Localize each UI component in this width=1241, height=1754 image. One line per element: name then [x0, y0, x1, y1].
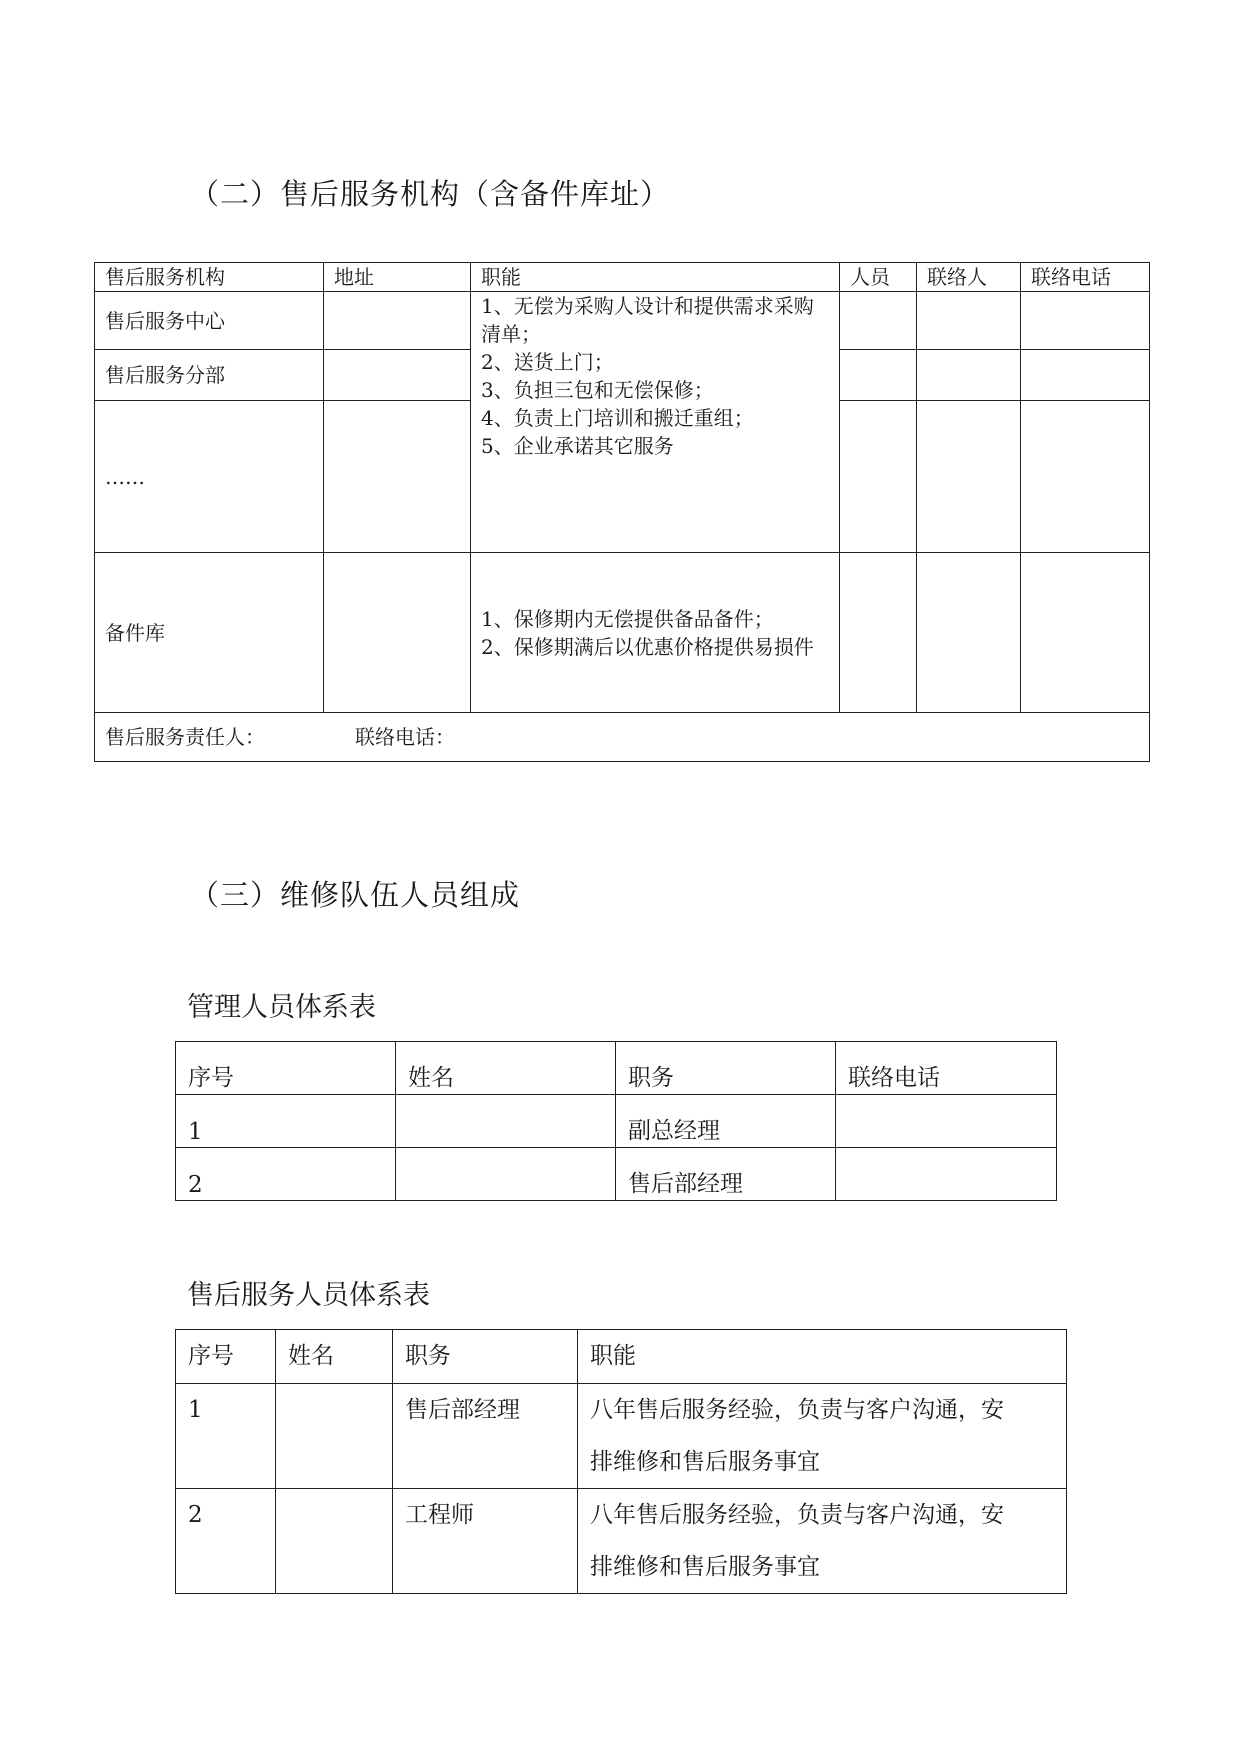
duty-cell: [578, 1489, 1067, 1594]
contact-cell: [917, 401, 1021, 553]
header-phone: 联络电话: [1021, 263, 1150, 292]
staff-cell: [840, 350, 917, 401]
position-cell: 售后部经理: [393, 1384, 578, 1489]
address-cell: [324, 401, 471, 553]
table-row: [176, 1095, 1057, 1148]
table-header-row: [176, 1042, 1057, 1095]
address-cell: [324, 553, 471, 713]
duty-line: 2、送货上门；: [481, 350, 614, 374]
phone-cell: [836, 1095, 1057, 1148]
table-row: [176, 1384, 1067, 1489]
staff-cell: [840, 401, 917, 553]
spare-parts-duties-cell: [471, 553, 840, 713]
duty-line: 4、负责上门培训和搬迁重组；: [481, 406, 754, 430]
duty-line: 5、企业承诺其它服务: [481, 434, 674, 458]
service-staff-table: [175, 1329, 1067, 1594]
header-staff: 人员: [840, 263, 917, 292]
duty-text: 排维修和售后服务事宜: [590, 1449, 820, 1475]
after-sales-org-table: [94, 262, 1150, 762]
org-name-cell: ……: [95, 401, 324, 553]
org-name-cell: 售后服务分部: [95, 350, 324, 401]
header-name: 姓名: [396, 1042, 616, 1095]
phone-cell: [1021, 553, 1150, 713]
no-cell: 1: [176, 1384, 276, 1489]
no-cell: 2: [176, 1489, 276, 1594]
org-name-cell: 售后服务中心: [95, 292, 324, 350]
position-cell: 工程师: [393, 1489, 578, 1594]
staff-cell: [840, 292, 917, 350]
contact-cell: [917, 553, 1021, 713]
header-duties: 职能: [578, 1330, 1067, 1384]
name-cell: [396, 1095, 616, 1148]
phone-cell: [836, 1148, 1057, 1201]
header-no: 序号: [176, 1330, 276, 1384]
table-header-row: [176, 1330, 1067, 1384]
responsible-person-cell: [95, 713, 1150, 762]
table-row: [95, 292, 1150, 350]
header-no: 序号: [176, 1042, 396, 1095]
table-row: [95, 553, 1150, 713]
header-duties: 职能: [471, 263, 840, 292]
header-position: 职务: [616, 1042, 836, 1095]
contact-cell: [917, 350, 1021, 401]
duty-cell: [578, 1384, 1067, 1489]
header-contact: 联络人: [917, 263, 1021, 292]
duty-text: 八年售后服务经验，负责与客户沟通，安: [590, 1397, 1004, 1423]
table-row: [176, 1148, 1057, 1201]
service-staff-table-caption: 售后服务人员体系表: [187, 1280, 430, 1311]
duty-line: 2、保修期满后以优惠价格提供易损件: [481, 634, 814, 659]
header-phone: 联络电话: [836, 1042, 1057, 1095]
section-3-title: （三）维修队伍人员组成: [190, 878, 521, 912]
responsible-label: 售后服务责任人：: [105, 725, 265, 749]
phone-cell: [1021, 350, 1150, 401]
staff-cell: [840, 553, 917, 713]
position-cell: 副总经理: [616, 1095, 836, 1148]
service-duties-cell: [471, 292, 840, 553]
contact-cell: [917, 292, 1021, 350]
table-row: [176, 1489, 1067, 1594]
duty-line: 1、无偿为采购人设计和提供需求采购清单；: [481, 294, 814, 346]
duty-text: 八年售后服务经验，负责与客户沟通，安: [590, 1502, 1004, 1528]
address-cell: [324, 292, 471, 350]
table-header-row: [95, 263, 1150, 292]
address-cell: [324, 350, 471, 401]
name-cell: [276, 1489, 393, 1594]
management-table-caption: 管理人员体系表: [187, 992, 376, 1023]
management-staff-table: [175, 1041, 1057, 1201]
duty-line: 1、保修期内无偿提供备品备件；: [481, 606, 774, 631]
section-2-title: （二）售后服务机构（含备件库址）: [190, 177, 671, 211]
phone-cell: [1021, 401, 1150, 553]
header-org: 售后服务机构: [95, 263, 324, 292]
header-name: 姓名: [276, 1330, 393, 1384]
phone-cell: [1021, 292, 1150, 350]
no-cell: 1: [176, 1095, 396, 1148]
no-cell: 2: [176, 1148, 396, 1201]
position-cell: 售后部经理: [616, 1148, 836, 1201]
phone-label: 联络电话：: [355, 725, 455, 749]
name-cell: [396, 1148, 616, 1201]
name-cell: [276, 1384, 393, 1489]
responsible-person-row: [95, 713, 1150, 762]
org-name-cell: 备件库: [95, 553, 324, 713]
header-address: 地址: [324, 263, 471, 292]
duty-line: 3、负担三包和无偿保修；: [481, 378, 714, 402]
header-position: 职务: [393, 1330, 578, 1384]
duty-text: 排维修和售后服务事宜: [590, 1554, 820, 1580]
